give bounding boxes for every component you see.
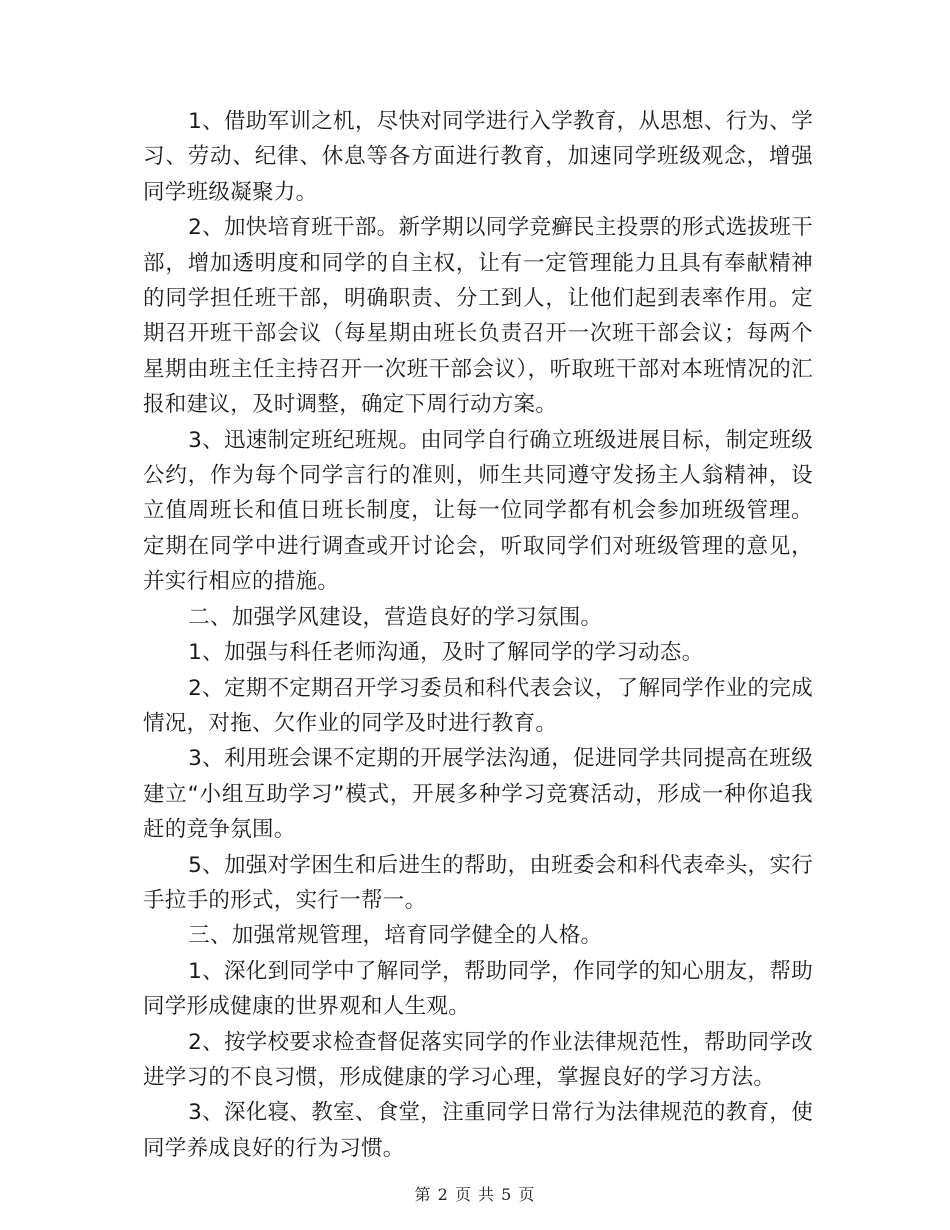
paragraph-5: 2、定期不定期召开学习委员和科代表会议，了解同学作业的完成情况，对拖、欠作业的同学及时进行教育。: [143, 675, 813, 736]
paragraph-6: 3、利用班会课不定期的开展学法沟通，促进同学共同提高在班级建立“小组互助学习”模式，开展多种学习竞赛活动，形成一种你追我赶的竞争氛围。: [143, 746, 813, 843]
paragraph-3: 3、迅速制定班纪班规。由同学自行确立班级进展目标，制定班级公约，作为每个同学言行的准则，师生共同遵守发扬主人翁精神，设立值周班长和值日班长制度，让每一位同学都有机会参加班级管理。定期在同学中进行调查或开讨论会，听取同学们对班级管理的意见，并实行相应的措施。: [143, 427, 813, 595]
paragraph-1: 1、借助军训之机，尽快对同学进行入学教育，从思想、行为、学习、劳动、纪律、休息等各方面进行教育，加速同学班级观念，增强同学班级凝聚力。: [143, 109, 813, 205]
section-heading-3: 三、加强常规管理，培育同学健全的人格。: [188, 923, 603, 949]
paragraph-7: 5、加强对学困生和后进生的帮助，由班委会和科代表牵头，实行手拉手的形式，实行一帮一。: [143, 852, 813, 913]
paragraph-9: 2、按学校要求检查督促落实同学的作业法律规范性，帮助同学改进学习的不良习惯，形成健康的学习心理，掌握良好的学习方法。: [143, 1029, 813, 1090]
paragraph-8: 1、深化到同学中了解同学，帮助同学，作同学的知心朋友，帮助同学形成健康的世界观和人生观。: [143, 958, 813, 1020]
paragraph-2: 2、加快培育班干部。新学期以同学竞癣民主投票的形式选拔班干部，增加透明度和同学的自主权，让有一定管理能力且具有奉献精神的同学担任班干部，明确职责、分工到人，让他们起到表率作用。定期召开班干部会议（每星期由班长负责召开一次班干部会议；每两个星期由班主任主持召开一次班干部会议），听取班干部对本班情况的汇报和建议，及时调整，确定下周行动方案。: [143, 215, 813, 418]
page-number-footer: 第 2 页 共 5 页: [414, 1185, 536, 1204]
document-body: [143, 104, 813, 1166]
section-heading-2: 二、加强学风建设，营造良好的学习氛围。: [188, 604, 603, 630]
paragraph-10: 3、深化寝、教室、食堂，注重同学日常行为法律规范的教育，使同学养成良好的行为习惯。: [143, 1100, 813, 1161]
paragraph-4: 1、加强与科任老师沟通，及时了解同学的学习动态。: [188, 640, 704, 666]
